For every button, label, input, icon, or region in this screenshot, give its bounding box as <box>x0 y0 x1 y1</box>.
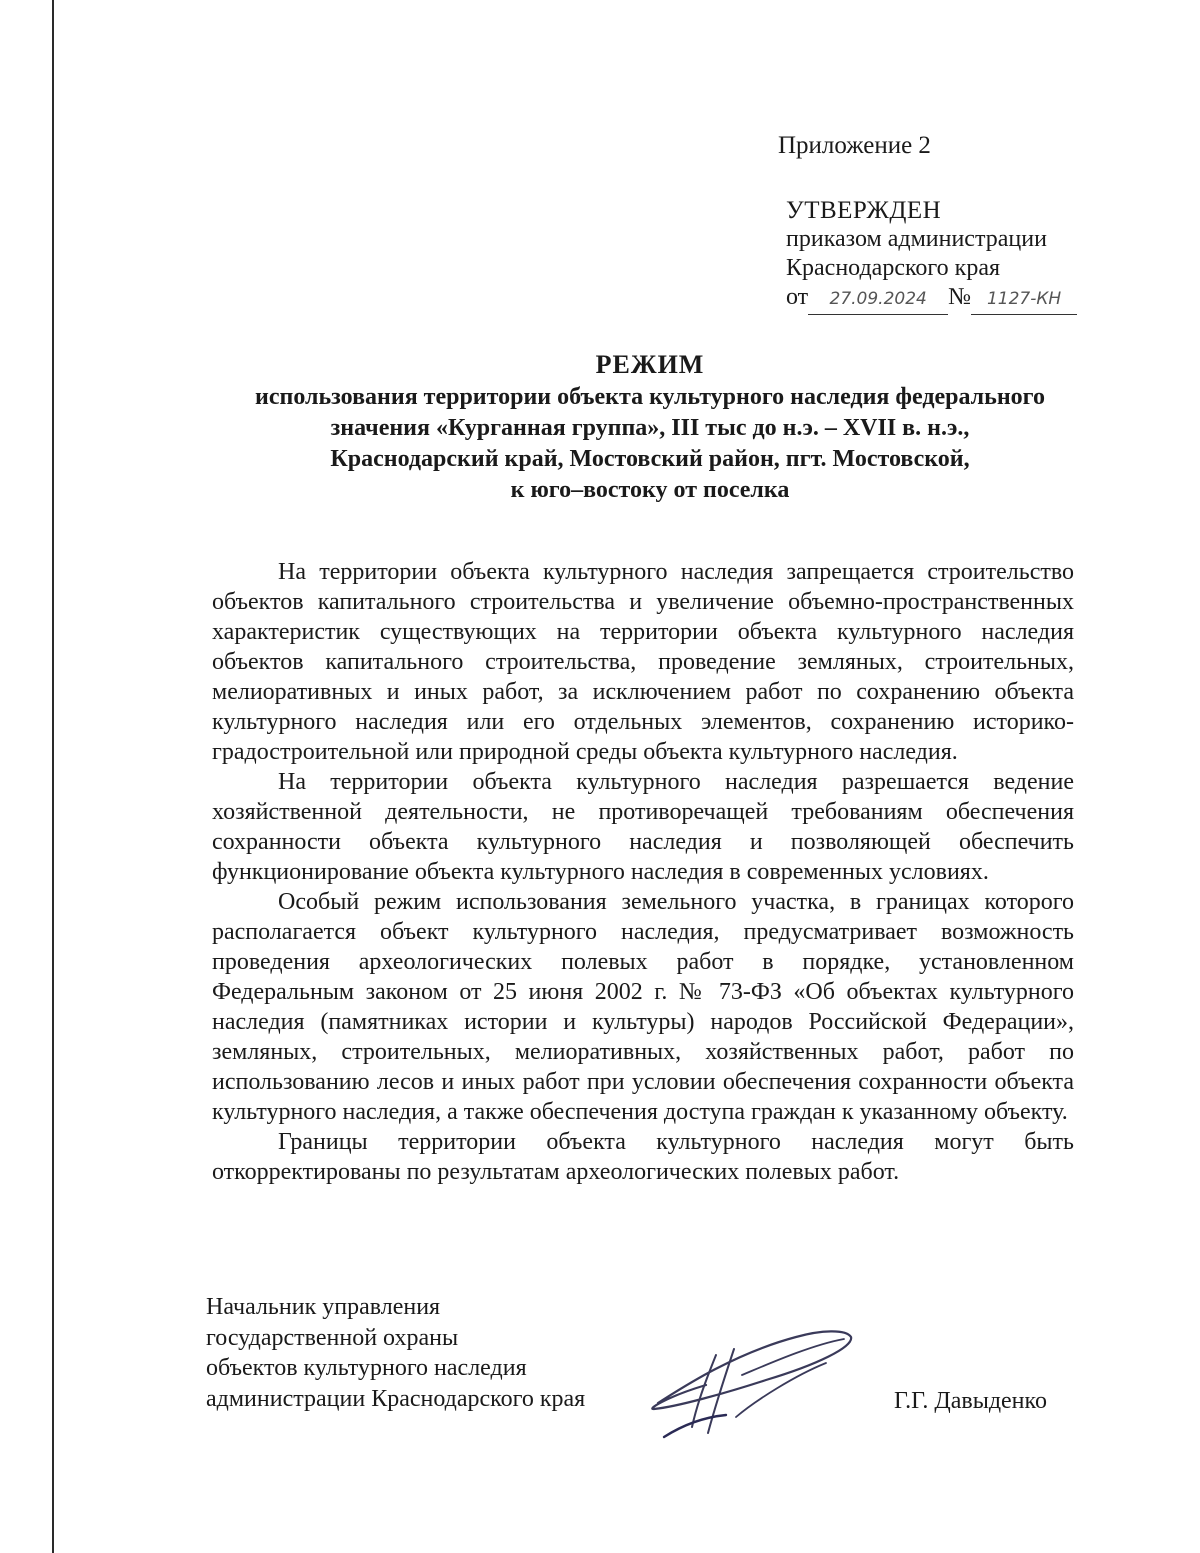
handwritten-signature <box>646 1325 856 1440</box>
approval-block <box>786 196 1077 315</box>
title-line-3: Краснодарский край, Мостовский район, пгт. Мостовской, <box>330 446 970 472</box>
signer-title-line-1: Начальник управления <box>206 1294 441 1320</box>
title-line-4: к юго–востоку от поселка <box>510 477 790 503</box>
paragraph-boundaries: Границы территории объекта культурного наследия могут быть откорректированы по результатам археологических полевых работ. <box>212 1129 1074 1185</box>
handwritten-date: 27.09.2024 <box>808 285 948 315</box>
signer-name: Г.Г. Давыденко <box>894 1388 1047 1414</box>
approved-heading: УТВЕРЖДЕН <box>786 197 942 224</box>
signer-title-line-4: администрации Краснодарского края <box>206 1385 586 1412</box>
appendix-label: Приложение 2 <box>778 132 931 159</box>
title-line-2: значения «Курганная группа», III тыс до н.э. – XVII в. н.э., <box>330 415 970 441</box>
document-body <box>212 557 1074 1187</box>
signer-title-line-3: объектов культурного наследия <box>206 1355 527 1381</box>
order-date-line <box>786 283 1077 315</box>
number-prefix: № <box>948 284 972 310</box>
title-line-1: использования территории объекта культурного наследия федерального <box>255 384 1045 410</box>
signer-title-block <box>206 1292 585 1414</box>
order-line-2: Краснодарского края <box>786 255 1001 281</box>
title-main: РЕЖИМ <box>595 350 705 379</box>
paragraph-prohibitions: На территории объекта культурного наследия запрещается строительство объектов капитального строительства и увеличение объемно-пространственных характеристик существующих на территории объекта культурного наследия объектов капитального строительства, проведение земляных, строительных, мелиоративных и иных работ, за исключением работ по сохранению объекта культурного наследия или его отдельных элементов, сохранению историко-градостроительной или природной среды объекта культурного наследия. <box>212 559 1074 765</box>
handwritten-number: 1127-КН <box>971 285 1077 315</box>
date-prefix: от <box>786 284 809 310</box>
paragraph-special-regime: Особый режим использования земельного участка, в границах которого располагается объект культурного наследия, предусматривает возможность проведения археологических полевых работ в порядке, установленном Федеральным законом от 25 июня 2002 г. № 73-ФЗ «Об объектах культурного наследия (памятниках истории и культуры) народов Российской Федерации», земляных, строительных, мелиоративных, хозяйственных работ, работ по использованию лесов и иных работ при условии обеспечения сохранности объекта культурного наследия, а также обеспечения доступа граждан к указанному объекту. <box>212 889 1074 1125</box>
document-title <box>180 349 1120 506</box>
scan-left-edge <box>52 0 54 1553</box>
order-line-1: приказом администрации <box>786 226 1047 252</box>
paragraph-permitted-activity: На территории объекта культурного наследия разрешается ведение хозяйственной деятельности, не противоречащей требованиям обеспечения сохранности объекта культурного наследия и позволяющей обеспечить функционирование объекта культурного наследия в современных условиях. <box>212 769 1074 885</box>
signer-title-line-2: государственной охраны <box>206 1324 459 1351</box>
